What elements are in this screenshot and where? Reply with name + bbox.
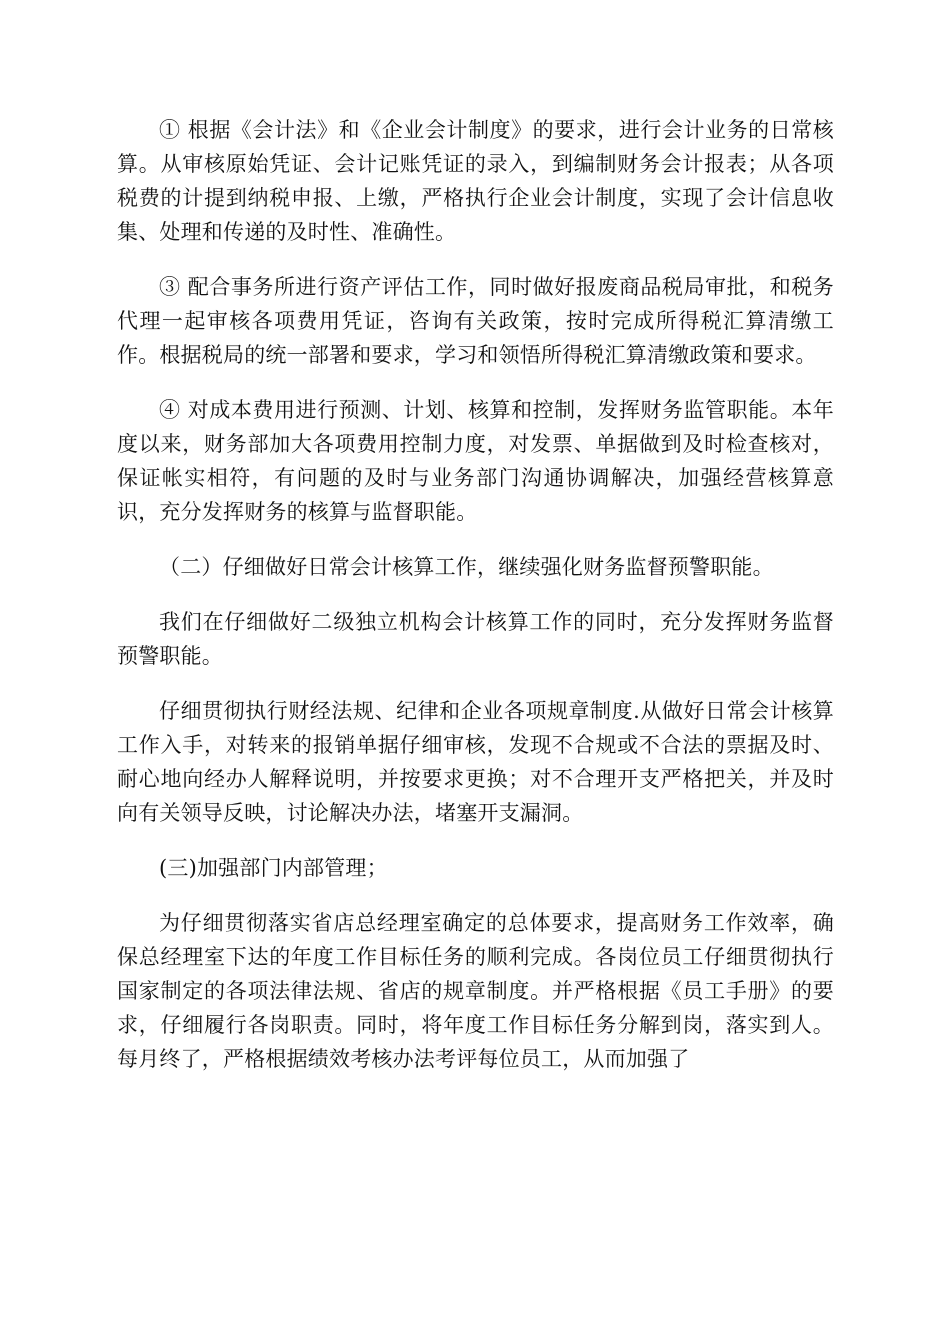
document-page [117,113,834,1097]
paragraph-regulations: 仔细贯彻执行财经法规、纪律和企业各项规章制度.从做好日常会计核算工作入手，对转来的报销单据仔细审核，发现不合规或不合法的票据及时、耐心地向经办人解释说明，并按要求更换；对不合理开支严格把关，并及时向有关领导反映，讨论解决办法，堵塞开支漏洞。 [117,699,834,825]
paragraph-asset-evaluation: ③ 配合事务所进行资产评估工作，同时做好报废商品税局审批，和税务代理一起审核各项费用凭证，咨询有关政策，按时完成所得税汇算清缴工作。根据税局的统一部署和要求，学习和领悟所得税汇算清缴政策和要求。 [117,275,834,367]
paragraph-internal-management: 为仔细贯彻落实省店总经理室确定的总体要求，提高财务工作效率，确保总经理室下达的年度工作目标任务的顺利完成。各岗位员工仔细贯彻执行国家制定的各项法律法规、省店的规章制度。并严格根据《员工手册》的要求，仔细履行各岗职责。同时，将年度工作目标任务分解到岗，落实到人。每月终了，严格根据绩效考核办法考评每位员工，从而加强了 [117,911,834,1071]
section-heading-two: （二）仔细做好日常会计核算工作，继续强化财务监督预警职能。 [159,555,774,579]
section-heading-three: (三)加强部门内部管理； [159,856,388,880]
paragraph-supervision: 我们在仔细做好二级独立机构会计核算工作的同时，充分发挥财务监督预警职能。 [117,610,834,668]
paragraph-cost-control: ④ 对成本费用进行预测、计划、核算和控制，发挥财务监管职能。本年度以来，财务部加大各项费用控制力度，对发票、单据做到及时检查核对，保证帐实相符，有问题的及时与业务部门沟通协调解决，加强经营核算意识，充分发挥财务的核算与监督职能。 [117,398,834,524]
paragraph-accounting-daily: ① 根据《会计法》和《企业会计制度》的要求，进行会计业务的日常核算。从审核原始凭证、会计记账凭证的录入，到编制财务会计报表；从各项税费的计提到纳税申报、上缴，严格执行企业会计制度，实现了会计信息收集、处理和传递的及时性、准确性。 [117,118,834,244]
